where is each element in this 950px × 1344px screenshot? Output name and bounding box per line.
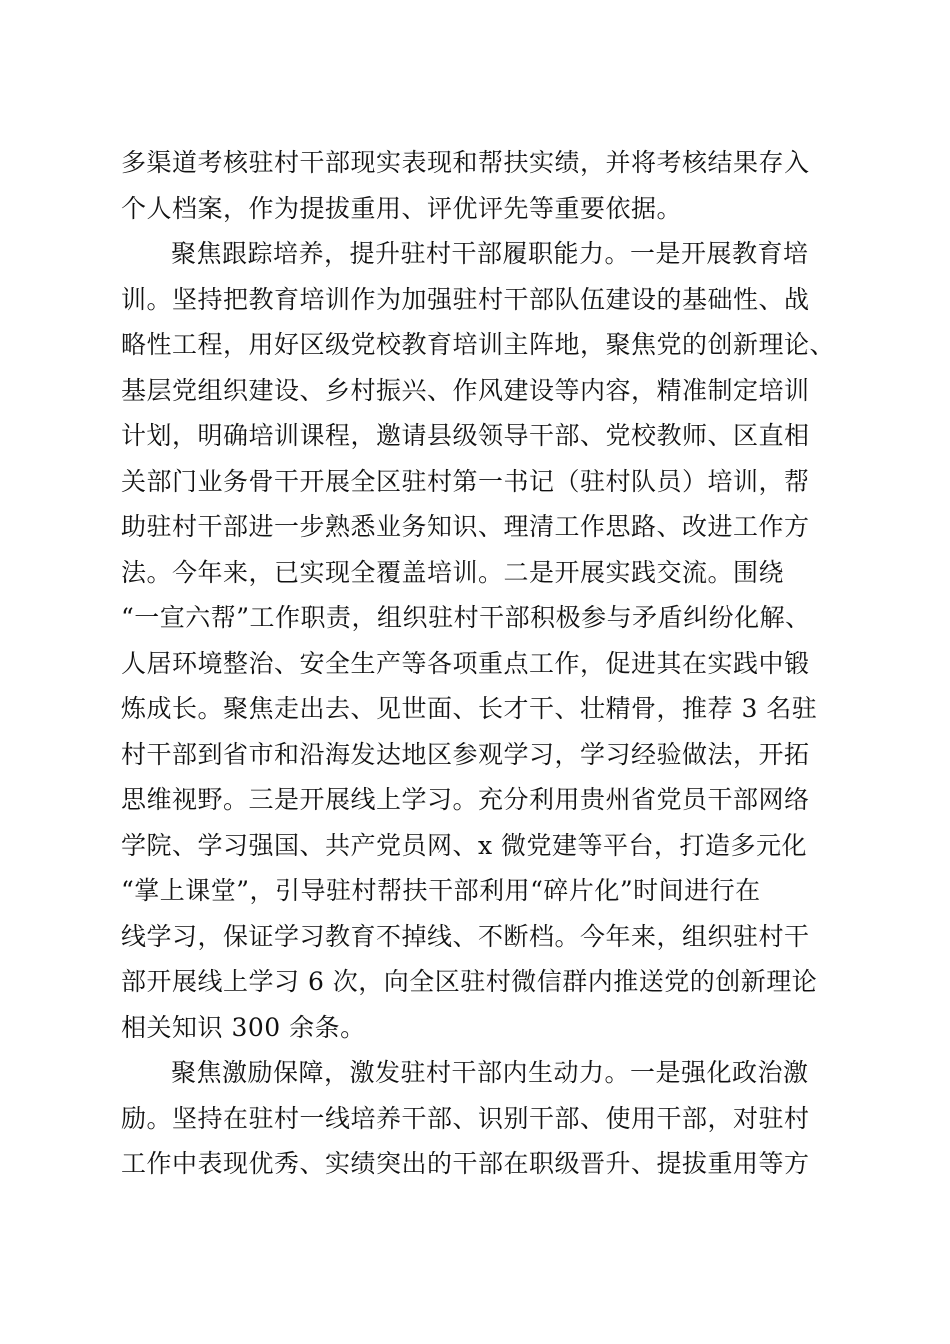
- text-line: 部开展线上学习 6 次，向全区驻村微信群内推送党的创新理论: [121, 967, 818, 996]
- text-line: 略性工程，用好区级党校教育培训主阵地，聚焦党的创新理论、: [121, 330, 836, 359]
- text-line: 关部门业务骨干开展全区驻村第一书记（驻村队员）培训，帮: [121, 466, 810, 496]
- text-line: 人居环境整治、安全生产等各项重点工作，促进其在实践中锻: [121, 648, 810, 678]
- text-line: 基层党组织建设、乡村振兴、作风建设等内容，精准制定培训: [121, 375, 810, 405]
- text-line: 个人档案，作为提拔重用、评优评先等重要依据。: [121, 193, 683, 223]
- text-line: 线学习，保证学习教育不掉线、不断档。今年来，组织驻村干: [121, 921, 810, 951]
- text-line: 训。坚持把教育培训作为加强驻村干部队伍建设的基础性、战: [121, 284, 810, 314]
- text-line: 学院、学习强国、共产党员网、x 微党建等平台，打造多元化: [121, 830, 808, 860]
- paragraph-start-line: 聚焦跟踪培养，提升驻村干部履职能力。一是开展教育培: [171, 239, 809, 268]
- text-line: 工作中表现优秀、实绩突出的干部在职级晋升、提拔重用等方: [121, 1149, 810, 1178]
- text-line: 励。坚持在驻村一线培养干部、识别干部、使用干部，对驻村: [121, 1103, 810, 1133]
- text-line: 思维视野。三是开展线上学习。充分利用贵州省党员干部网络: [121, 785, 810, 814]
- text-line: 法。今年来，已实现全覆盖培训。二是开展实践交流。围绕: [121, 557, 785, 587]
- text-line: “一宣六帮”工作职责，组织驻村干部积极参与矛盾纠纷化解、: [121, 603, 811, 632]
- text-line: 计划，明确培训课程，邀请县级领导干部、党校教师、区直相: [121, 421, 810, 450]
- body-text: [121, 140, 836, 1187]
- paragraph-start-line: 聚焦激励保障，激发驻村干部内生动力。一是强化政治激: [171, 1058, 809, 1087]
- text-line: 多渠道考核驻村干部现实表现和帮扶实绩，并将考核结果存入: [121, 148, 810, 177]
- text-line: 助驻村干部进一步熟悉业务知识、理清工作思路、改进工作方: [121, 512, 810, 541]
- text-line: 炼成长。聚焦走出去、见世面、长才干、壮精骨，推荐 3 名驻: [121, 694, 818, 723]
- text-line: 相关知识 300 余条。: [121, 1012, 366, 1042]
- text-line: “掌上课堂”，引导驻村帮扶干部利用“碎片化”时间进行在: [121, 876, 761, 905]
- text-line: 村干部到省市和沿海发达地区参观学习，学习经验做法，开拓: [121, 739, 810, 769]
